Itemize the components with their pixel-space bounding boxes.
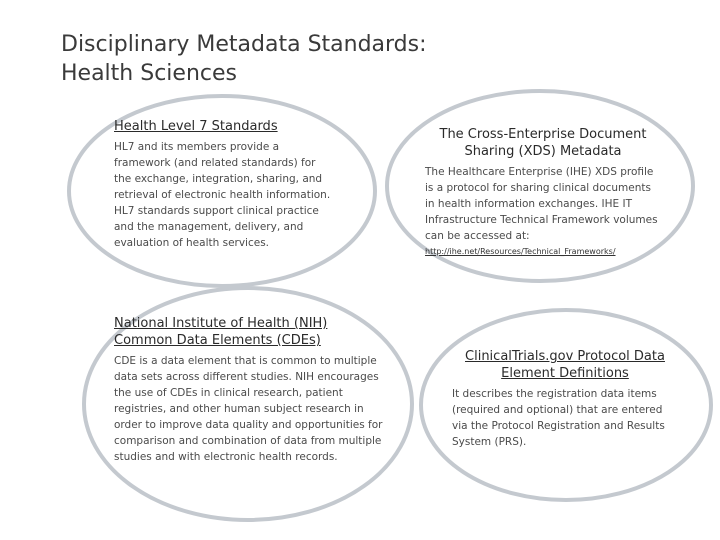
clinicaltrials-description: It describes the registration data items (required and optional) that are entered via the Protocol Registration and Results System (PRS). [452, 388, 665, 448]
card-nih-cde [114, 315, 388, 465]
clinicaltrials-heading-link[interactable]: ClinicalTrials.gov Protocol Data Element Definitions [465, 349, 665, 381]
nih-cde-heading-link[interactable]: National Institute of Health (NIH) Common Data Elements (CDEs) [114, 316, 328, 348]
page-title-line-2: Health Sciences [61, 61, 237, 86]
xds-description: The Healthcare Enterprise (IHE) XDS profile is a protocol for sharing clinical documents in health information exchanges. IHE IT Infrastructure Technical Framework volumes can be accessed at: [425, 166, 658, 242]
page-title-line-1: Disciplinary Metadata Standards: [61, 32, 427, 57]
card-clinicaltrials [452, 348, 678, 450]
card-hl7 [114, 118, 336, 251]
xds-heading: The Cross-Enterprise Document Sharing (XDS) Metadata [439, 127, 647, 159]
card-xds [425, 126, 661, 258]
ihe-frameworks-link[interactable]: http://ihe.net/Resources/Technical_Frameworks/ [425, 247, 616, 256]
hl7-heading-link[interactable]: Health Level 7 Standards [114, 119, 278, 134]
nih-cde-description: CDE is a data element that is common to multiple data sets across different studies. NIH encourages the use of CDEs in clinical research, patient registries, and other human subject research in order to improve data quality and opportunities for comparison and combination of data from multiple studies and with electronic health records. [114, 355, 383, 463]
hl7-description: HL7 and its members provide a framework (and related standards) for the exchange, integration, sharing, and retrieval of electronic health information. HL7 standards support clinical practice and the management, delivery, and evaluation of health services. [114, 141, 331, 249]
